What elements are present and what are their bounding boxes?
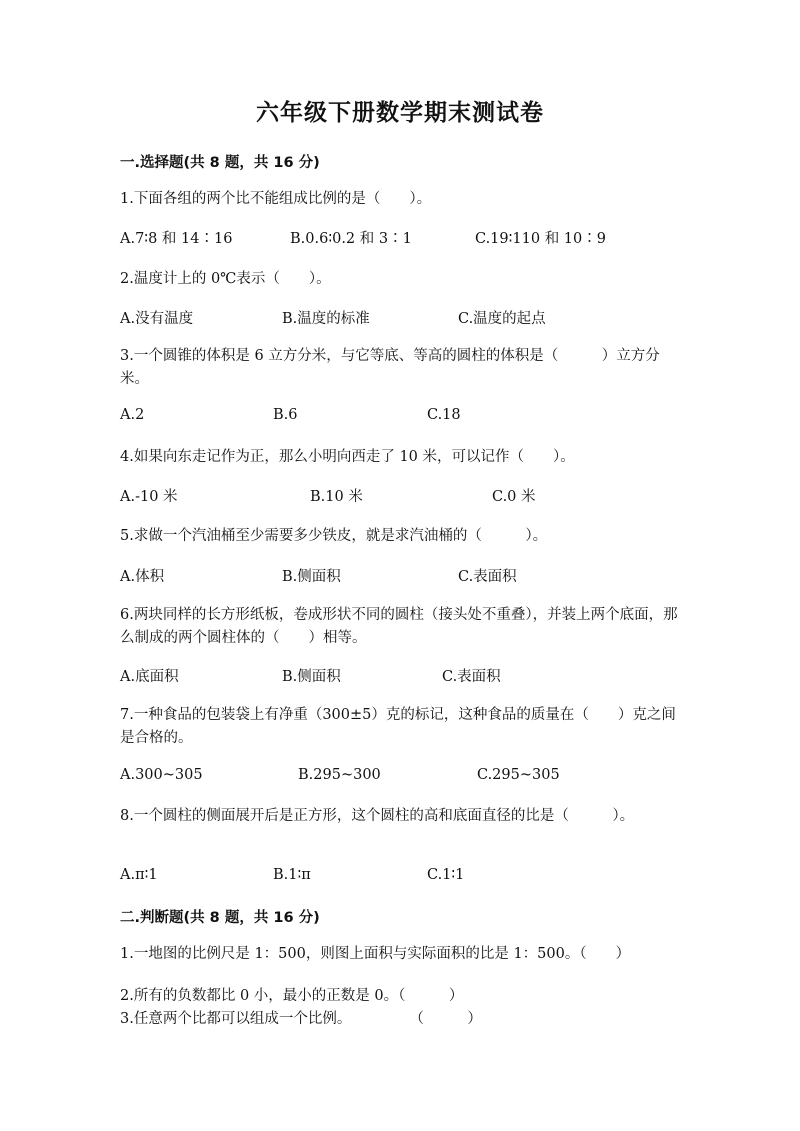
answer-options — [120, 307, 700, 329]
option-b: B.10 米 — [310, 489, 363, 505]
option-a: A.2 — [120, 407, 145, 423]
option-a: A.底面积 — [120, 669, 179, 685]
answer-options — [120, 565, 700, 587]
question-text: 7.一种食品的包装袋上有净重（300±5）克的标记，这种食品的质量在（ ）克之间是合格的。 — [120, 707, 676, 746]
option-b: B.6 — [273, 407, 298, 423]
option-b: B.侧面积 — [282, 569, 341, 585]
question-text: 8.一个圆柱的侧面展开后是正方形，这个圆柱的高和底面直径的比是（ ）。 — [120, 808, 635, 824]
answer-options — [120, 485, 700, 507]
option-a: A.-10 米 — [120, 489, 178, 505]
option-b: B.温度的标准 — [282, 311, 370, 327]
option-c: C.温度的起点 — [458, 311, 546, 327]
question-text: 3.一个圆锥的体积是 6 立方分米，与它等底、等高的圆柱的体积是（ ）立方分米。 — [120, 348, 660, 387]
option-c: C.295~305 — [477, 767, 560, 783]
question-text: 4.如果向东走记作为正，那么小明向西走了 10 米，可以记作（ ）。 — [120, 449, 575, 465]
option-c: C.18 — [427, 407, 461, 423]
question-text: 6.两块同样的长方形纸板，卷成形状不同的圆柱（接头处不重叠），并装上两个底面，那么制成的两个圆柱体的（ ）相等。 — [120, 607, 678, 646]
option-a: A.体积 — [120, 569, 165, 585]
option-a: A.π∶1 — [120, 867, 158, 883]
option-a: A.300~305 — [120, 767, 203, 783]
answer-options — [120, 665, 700, 687]
answer-options — [120, 227, 700, 249]
option-c: C.1∶1 — [427, 867, 465, 883]
option-a: A.没有温度 — [120, 311, 194, 327]
option-b: B.侧面积 — [282, 669, 341, 685]
answer-options — [120, 767, 700, 789]
option-c: C.19∶110 和 10∶9 — [475, 231, 606, 247]
answer-options — [120, 407, 700, 429]
option-b: B.0.6∶0.2 和 3∶1 — [290, 231, 412, 247]
section-heading-choice: 一.选择题(共 8 题，共 16 分) — [120, 155, 320, 171]
question-text: 2.温度计上的 0℃表示（ ）。 — [120, 271, 331, 287]
option-c: C.表面积 — [458, 569, 517, 585]
section-heading-judgement: 二.判断题(共 8 题，共 16 分) — [120, 910, 320, 926]
judgement-question: 2.所有的负数都比 0 小，最小的正数是 0。（ ） — [120, 988, 464, 1004]
question-text: 5.求做一个汽油桶至少需要多少铁皮，就是求汽油桶的（ ）。 — [120, 528, 548, 544]
option-b: B.295~300 — [298, 767, 381, 783]
question-text: 1.下面各组的两个比不能组成比例的是（ ）。 — [120, 191, 432, 207]
page-title: 六年级下册数学期末测试卷 — [256, 100, 544, 126]
answer-options — [120, 867, 700, 889]
option-a: A.7∶8 和 14∶16 — [120, 231, 233, 247]
judgement-question: 1.一地图的比例尺是 1：500，则图上面积与实际面积的比是 1：500。（ ） — [120, 946, 631, 962]
judgement-question: 3.任意两个比都可以组成一个比例。 （ ） — [120, 1011, 482, 1027]
option-c: C.0 米 — [492, 489, 536, 505]
option-c: C.表面积 — [442, 669, 501, 685]
option-b: B.1∶π — [273, 867, 311, 883]
